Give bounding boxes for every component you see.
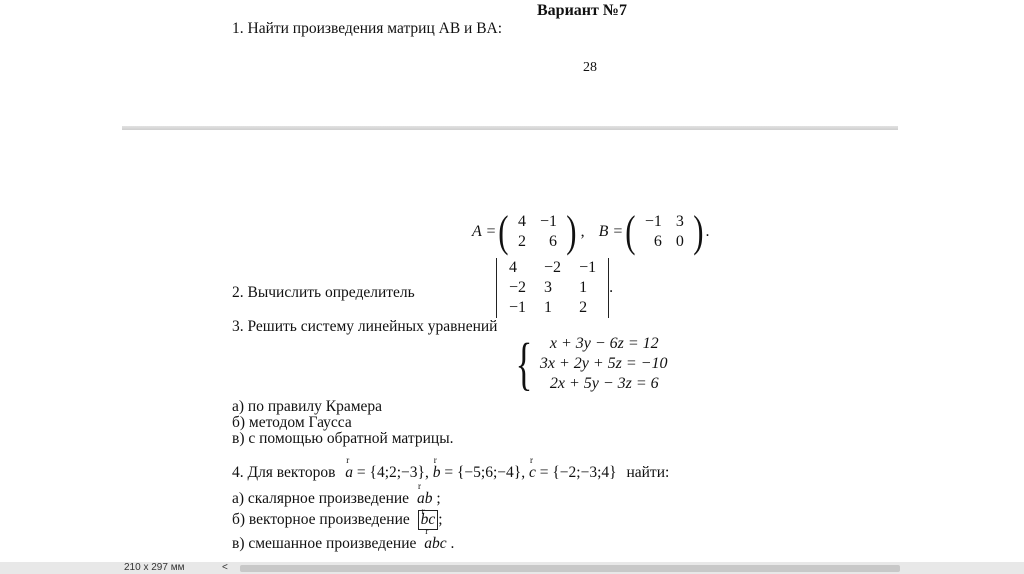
subtask-c-text: в) смешанное произведение [232,535,417,552]
vector-b-value: = {−5;6;−4}, [444,464,526,481]
vector-a-value: = {4;2;−3}, [356,464,429,481]
equation-row: x + 3y − 6z = 12 [549,335,659,352]
matrices-ab: A = ( 4 −1 2 6 ) , B = ( −1 3 6 0 ) . [472,207,710,256]
matrix-b-cell: 0 [675,233,684,250]
subtask-b-text: б) векторное произведение [232,511,410,528]
task-2-text: 2. Вычислить определитель [232,284,415,301]
vector-c: r c [529,464,536,482]
method-item: а) по правилу Крамера [232,398,383,415]
subtask-a-expr: r ab [417,490,433,508]
matrix-a-cell: −1 [539,213,557,230]
subtask-c: в) смешанное произведение r abc . [232,535,454,553]
matrix-a: ( 4 −1 2 6 ) [498,207,577,256]
variant-title: Вариант №7 [537,2,627,19]
equation-row: 2x + 5y − 3z = 6 [549,375,659,392]
matrix-b-cell: −1 [644,213,662,230]
det-cell: 4 [509,259,517,276]
subtask-a-text: а) скалярное произведение [232,490,410,507]
subtask-b-expr: r bc [421,511,436,529]
matrix-b-cell: 3 [675,213,684,230]
det-cell: 1 [544,299,553,316]
vector-b: r b [433,464,441,482]
method-item: б) методом Гаусса [232,414,352,431]
method-item: в) с помощью обратной матрицы. [232,430,454,447]
equation-row: 3x + 2y + 5z = −10 [539,355,668,372]
scroll-left-arrow[interactable]: < [222,562,228,573]
matrix-b-label: B = [598,223,624,240]
matrix-a-cell: 6 [548,233,557,250]
det-cell: −2 [544,259,562,276]
determinant: 4 −2 −1 −2 3 1 −1 1 2 . [496,258,613,318]
det-cell: 1 [579,279,588,296]
subtask-b: б) векторное произведение r bc ; [232,510,443,530]
horizontal-scrollbar[interactable] [240,565,900,572]
vector-a: r a [345,464,353,482]
task-1-text: 1. Найти произведения матриц AB и BA: [232,20,503,37]
task-4-suffix: найти: [626,464,670,481]
page-number: 28 [583,60,597,75]
matrix-b: ( −1 3 6 0 ) [625,207,704,256]
task-3-text: 3. Решить систему линейных уравнений [232,318,498,335]
page-divider [122,126,898,130]
det-cell: −1 [509,299,527,316]
det-cell: 3 [544,279,553,296]
matrix-a-cell: 4 [517,213,526,230]
det-cell: 2 [579,299,588,316]
page-size-label: 210 x 297 мм [124,562,185,573]
matrix-b-cell: 6 [653,233,662,250]
system-brace: { [515,331,533,396]
matrix-a-label: A = [472,223,497,240]
det-cell: −1 [579,259,597,276]
subtask-a: а) скалярное произведение r ab ; [232,490,441,508]
vector-c-value: = {−2;−3;4} [539,464,617,481]
task-4-prefix: 4. Для векторов [232,464,336,481]
equation-system [510,331,668,396]
det-cell: −2 [509,279,527,296]
task-4-line [232,464,669,482]
subtask-c-expr: r abc [424,535,446,553]
matrix-a-cell: 2 [517,233,526,250]
